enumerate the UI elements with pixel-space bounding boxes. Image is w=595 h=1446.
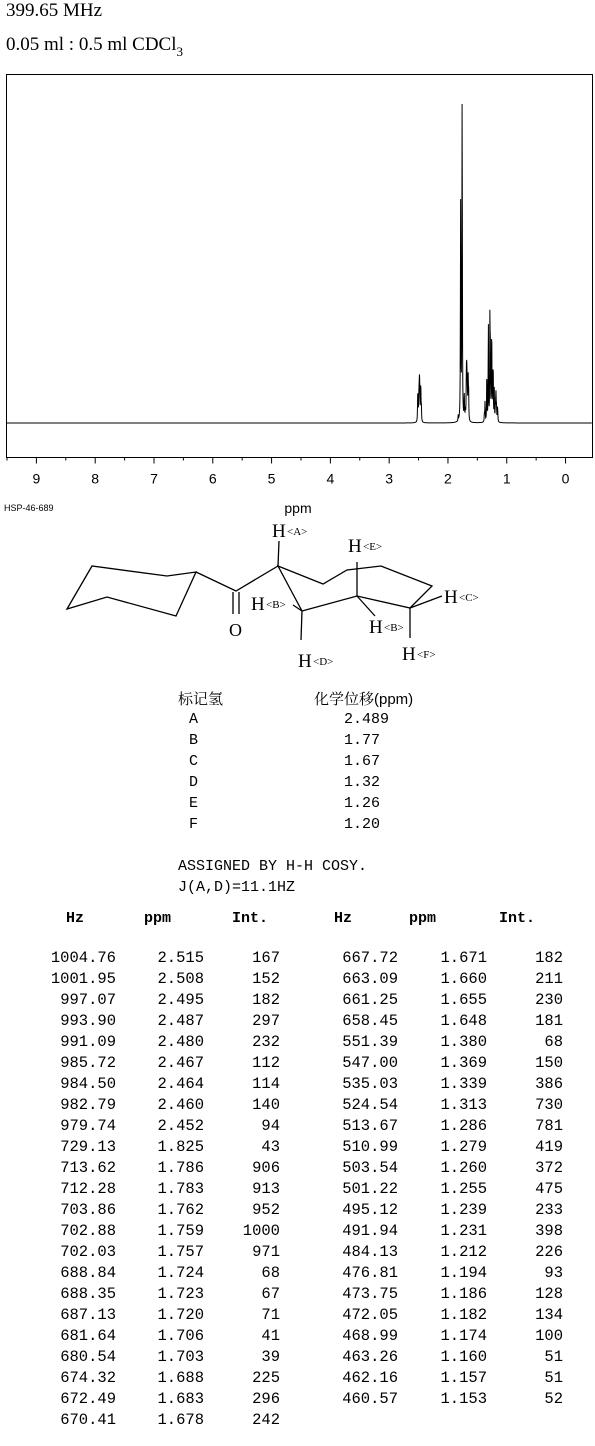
assignment-label-D: D xyxy=(189,774,199,791)
peak-left-ppm: 1.783 xyxy=(157,1180,204,1198)
peak-right-int: 781 xyxy=(535,1117,563,1135)
peak-right-hz: 535.03 xyxy=(342,1075,398,1093)
peak-left-hz: 681.64 xyxy=(60,1327,116,1345)
assignment-header-label: 标记氢 xyxy=(178,691,224,708)
peak-right-int: 398 xyxy=(535,1222,563,1240)
x-tick-label: 2 xyxy=(444,470,452,487)
peak-table-header-int: Int. xyxy=(232,910,269,927)
peak-right-int: 226 xyxy=(535,1243,563,1261)
peak-left-int: 971 xyxy=(252,1243,280,1261)
peak-right-hz: 495.12 xyxy=(342,1201,398,1219)
peak-left-ppm: 2.452 xyxy=(157,1117,204,1135)
peak-left-ppm: 1.825 xyxy=(157,1138,204,1156)
assignment-shift: 1.67 xyxy=(344,753,381,770)
peak-left-ppm: 1.723 xyxy=(157,1285,204,1303)
x-axis-label: ppm xyxy=(284,500,312,516)
peak-right-ppm: 1.369 xyxy=(440,1054,487,1072)
peak-right-hz: 460.57 xyxy=(342,1390,398,1408)
peak-right-ppm: 1.174 xyxy=(440,1327,487,1345)
peak-left-int: 41 xyxy=(261,1327,280,1345)
peak-left-ppm: 2.495 xyxy=(157,991,204,1009)
peak-left-ppm: 1.683 xyxy=(157,1390,204,1408)
peak-right-ppm: 1.194 xyxy=(440,1264,487,1282)
peak-left-ppm: 1.759 xyxy=(157,1222,204,1240)
peak-right-int: 134 xyxy=(535,1306,563,1324)
peak-left-hz: 712.28 xyxy=(60,1180,116,1198)
peak-right-hz: 476.81 xyxy=(342,1264,398,1282)
peak-left-ppm: 2.460 xyxy=(157,1096,204,1114)
peak-right-int: 68 xyxy=(544,1033,563,1051)
assignment-label-F: F xyxy=(189,816,199,833)
peak-right-hz: 463.26 xyxy=(342,1348,398,1366)
peak-right-hz: 661.25 xyxy=(342,991,398,1009)
x-tick-label: 8 xyxy=(91,470,100,487)
peak-right-ppm: 1.255 xyxy=(440,1180,487,1198)
peak-right-hz: 501.22 xyxy=(342,1180,398,1198)
peak-right-ppm: 1.655 xyxy=(440,991,487,1009)
peak-right-ppm: 1.648 xyxy=(440,1012,487,1030)
h-a-label: <A> xyxy=(287,526,308,538)
peak-table-header-int: Int. xyxy=(499,910,536,927)
peak-left-hz: 985.72 xyxy=(60,1054,116,1072)
x-tick-label: 7 xyxy=(150,470,158,487)
assignment-shift: 1.32 xyxy=(344,774,381,791)
peak-left-int: 152 xyxy=(252,970,280,988)
h-f-symbol: H xyxy=(402,644,416,665)
coupling-note: J(A,D)=11.1HZ xyxy=(178,879,296,896)
peak-right-int: 230 xyxy=(535,991,563,1009)
peak-right-ppm: 1.239 xyxy=(440,1201,487,1219)
peak-table-header-ppm: ppm xyxy=(409,910,437,927)
peak-right-ppm: 1.660 xyxy=(440,970,487,988)
peak-left-hz: 713.62 xyxy=(60,1159,116,1177)
peak-right-int: 730 xyxy=(535,1096,563,1114)
peak-right-hz: 462.16 xyxy=(342,1369,398,1387)
assignment-shift: 2.489 xyxy=(344,711,390,728)
assignment-header-shift: 化学位移(ppm) xyxy=(314,691,414,708)
h-e-label: <E> xyxy=(363,541,383,553)
peak-left-hz: 687.13 xyxy=(60,1306,116,1324)
peak-right-int: 52 xyxy=(544,1390,563,1408)
peak-right-ppm: 1.260 xyxy=(440,1159,487,1177)
peak-left-hz: 680.54 xyxy=(60,1348,116,1366)
assignment-label-E: E xyxy=(189,795,199,812)
bond-lines xyxy=(67,541,442,640)
peak-left-hz: 982.79 xyxy=(60,1096,116,1114)
x-tick-label: 6 xyxy=(208,470,217,487)
peak-left-hz: 702.03 xyxy=(60,1243,116,1261)
peak-left-ppm: 1.762 xyxy=(157,1201,204,1219)
peak-left-int: 43 xyxy=(261,1138,280,1156)
peak-table-header-hz: Hz xyxy=(334,910,353,927)
assignment-note: ASSIGNED BY H-H COSY. xyxy=(178,858,368,875)
peak-right-hz: 473.75 xyxy=(342,1285,398,1303)
x-axis xyxy=(7,458,570,487)
peak-left-int: 112 xyxy=(252,1054,280,1072)
peak-left-int: 1000 xyxy=(242,1222,280,1240)
peak-right-ppm: 1.212 xyxy=(440,1243,487,1261)
spectrum-trace xyxy=(7,104,592,423)
peak-right-hz: 491.94 xyxy=(342,1222,398,1240)
h-b1-label: <B> xyxy=(266,599,286,611)
peak-right-ppm: 1.286 xyxy=(440,1117,487,1135)
peak-right-ppm: 1.182 xyxy=(440,1306,487,1324)
spectrometer-frequency: 399.65 MHz xyxy=(6,0,103,21)
peak-right-ppm: 1.313 xyxy=(440,1096,487,1114)
peak-left-hz: 688.84 xyxy=(60,1264,116,1282)
peak-right-hz: 513.67 xyxy=(342,1117,398,1135)
sample-text: 0.05 ml : 0.5 ml CDCl xyxy=(6,34,177,55)
peak-left-hz: 674.32 xyxy=(60,1369,116,1387)
peak-left-ppm: 1.678 xyxy=(157,1411,204,1429)
peak-left-int: 140 xyxy=(252,1096,280,1114)
peak-right-int: 128 xyxy=(535,1285,563,1303)
peak-right-int: 150 xyxy=(535,1054,563,1072)
peak-left-hz: 729.13 xyxy=(60,1138,116,1156)
peak-right-int: 93 xyxy=(544,1264,563,1282)
peak-left-ppm: 1.757 xyxy=(157,1243,204,1261)
peak-right-int: 211 xyxy=(535,970,563,988)
peak-left-hz: 984.50 xyxy=(60,1075,116,1093)
peak-right-int: 386 xyxy=(535,1075,563,1093)
peak-left-int: 232 xyxy=(252,1033,280,1051)
peak-left-int: 952 xyxy=(252,1201,280,1219)
peak-right-int: 181 xyxy=(535,1012,563,1030)
peak-left-hz: 670.41 xyxy=(60,1411,116,1429)
peak-right-ppm: 1.380 xyxy=(440,1033,487,1051)
peak-left-int: 225 xyxy=(252,1369,280,1387)
peak-right-int: 51 xyxy=(544,1348,563,1366)
peak-left-int: 68 xyxy=(261,1264,280,1282)
peak-right-hz: 551.39 xyxy=(342,1033,398,1051)
peak-left-int: 39 xyxy=(261,1348,280,1366)
peak-table-header-ppm: ppm xyxy=(144,910,172,927)
peak-right-hz: 472.05 xyxy=(342,1306,398,1324)
peak-right-int: 182 xyxy=(535,949,563,967)
h-b2-symbol: H xyxy=(369,617,383,638)
peak-right-int: 100 xyxy=(535,1327,563,1345)
x-tick-label: 9 xyxy=(32,470,41,487)
peak-left-int: 913 xyxy=(252,1180,280,1198)
peak-right-ppm: 1.231 xyxy=(440,1222,487,1240)
h-f-label: <F> xyxy=(417,649,436,661)
oxygen-label: O xyxy=(229,620,242,640)
assignment-shift: 1.26 xyxy=(344,795,381,812)
peak-right-int: 372 xyxy=(535,1159,563,1177)
h-d-label: <D> xyxy=(313,656,334,668)
peak-left-int: 67 xyxy=(261,1285,280,1303)
assignment-label-A: A xyxy=(189,711,199,728)
peak-left-hz: 979.74 xyxy=(60,1117,116,1135)
peak-left-int: 297 xyxy=(252,1012,280,1030)
peak-right-ppm: 1.339 xyxy=(440,1075,487,1093)
peak-right-hz: 468.99 xyxy=(342,1327,398,1345)
h-b1-symbol: H xyxy=(251,594,265,615)
peak-left-int: 114 xyxy=(252,1075,280,1093)
peak-left-ppm: 1.724 xyxy=(157,1264,204,1282)
peak-left-int: 296 xyxy=(252,1390,280,1408)
peak-right-ppm: 1.186 xyxy=(440,1285,487,1303)
peak-left-hz: 997.07 xyxy=(60,991,116,1009)
peak-left-hz: 991.09 xyxy=(60,1033,116,1051)
assignment-label-C: C xyxy=(189,753,199,770)
peak-right-int: 475 xyxy=(535,1180,563,1198)
peak-right-hz: 667.72 xyxy=(342,949,398,967)
peak-right-hz: 524.54 xyxy=(342,1096,398,1114)
peak-left-hz: 1004.76 xyxy=(50,949,116,967)
x-tick-label: 3 xyxy=(385,470,394,487)
peak-right-ppm: 1.279 xyxy=(440,1138,487,1156)
assignment-label-B: B xyxy=(189,732,199,749)
h-c-label: <C> xyxy=(459,592,479,604)
peak-left-ppm: 2.480 xyxy=(157,1033,204,1051)
peak-right-hz: 484.13 xyxy=(342,1243,398,1261)
nmr-spectrum-chart xyxy=(0,0,595,520)
x-tick-label: 0 xyxy=(561,470,570,487)
sample-subscript: 3 xyxy=(176,44,183,59)
x-tick-label: 4 xyxy=(326,470,335,487)
peak-left-int: 242 xyxy=(252,1411,280,1429)
x-tick-label: 1 xyxy=(502,470,511,487)
peak-left-ppm: 2.515 xyxy=(157,949,204,967)
peak-right-ppm: 1.671 xyxy=(440,949,487,967)
peak-left-ppm: 1.706 xyxy=(157,1327,204,1345)
peak-left-hz: 688.35 xyxy=(60,1285,116,1303)
peak-left-int: 182 xyxy=(252,991,280,1009)
spectrum-code: HSP-46-689 xyxy=(4,503,54,513)
peak-right-hz: 503.54 xyxy=(342,1159,398,1177)
peak-right-int: 419 xyxy=(535,1138,563,1156)
peak-right-hz: 658.45 xyxy=(342,1012,398,1030)
peak-left-ppm: 2.508 xyxy=(157,970,204,988)
h-a-symbol: H xyxy=(272,521,286,542)
peak-table-header-hz: Hz xyxy=(66,910,85,927)
peak-left-ppm: 1.786 xyxy=(157,1159,204,1177)
peak-left-ppm: 2.464 xyxy=(157,1075,204,1093)
peak-left-hz: 993.90 xyxy=(60,1012,116,1030)
peak-right-hz: 510.99 xyxy=(342,1138,398,1156)
peak-right-ppm: 1.160 xyxy=(440,1348,487,1366)
peak-right-ppm: 1.153 xyxy=(440,1390,487,1408)
x-tick-label: 5 xyxy=(267,470,276,487)
peak-left-ppm: 2.467 xyxy=(157,1054,204,1072)
peak-left-int: 71 xyxy=(261,1306,280,1324)
peak-right-ppm: 1.157 xyxy=(440,1369,487,1387)
h-d-symbol: H xyxy=(298,651,312,672)
plot-frame xyxy=(7,75,593,458)
peak-right-int: 51 xyxy=(544,1369,563,1387)
peak-right-hz: 663.09 xyxy=(342,970,398,988)
h-b2-label: <B> xyxy=(384,622,404,634)
peak-left-int: 906 xyxy=(252,1159,280,1177)
assignment-shift: 1.20 xyxy=(344,816,381,833)
peak-right-hz: 547.00 xyxy=(342,1054,398,1072)
peak-left-ppm: 2.487 xyxy=(157,1012,204,1030)
peak-left-ppm: 1.703 xyxy=(157,1348,204,1366)
peak-left-hz: 702.88 xyxy=(60,1222,116,1240)
peak-left-int: 94 xyxy=(261,1117,280,1135)
h-c-symbol: H xyxy=(444,587,458,608)
peak-left-ppm: 1.688 xyxy=(157,1369,204,1387)
peak-left-hz: 703.86 xyxy=(60,1201,116,1219)
h-e-symbol: H xyxy=(348,536,362,557)
peak-left-hz: 672.49 xyxy=(60,1390,116,1408)
assignment-shift: 1.77 xyxy=(344,732,381,749)
peak-left-hz: 1001.95 xyxy=(50,970,116,988)
peak-left-int: 167 xyxy=(252,949,280,967)
peak-right-int: 233 xyxy=(535,1201,563,1219)
peak-left-ppm: 1.720 xyxy=(157,1306,204,1324)
